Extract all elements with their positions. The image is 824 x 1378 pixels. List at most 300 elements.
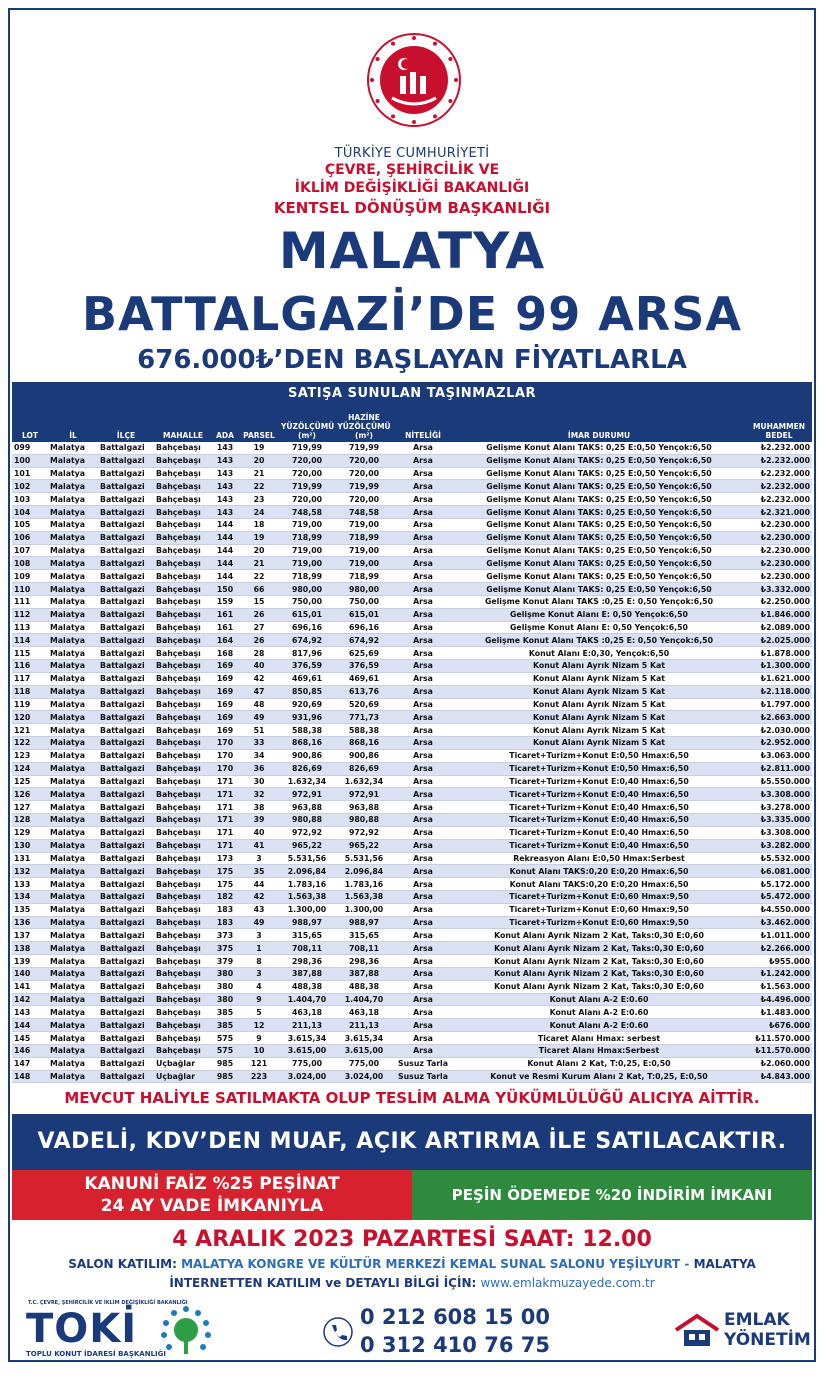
table-header-cell: HAZİNE YÜZÖLÇÜMÜ (m²)	[337, 413, 391, 440]
table-cell: Konut Alanı TAKS:0,20 E:0,20 Hmax:6,50	[452, 865, 746, 878]
table-cell: 719,00	[280, 557, 334, 570]
table-cell: Arsa	[394, 929, 452, 942]
table-row	[12, 788, 812, 801]
table-cell: 771,73	[334, 711, 394, 724]
table-cell: 175	[212, 878, 238, 891]
table-cell: 750,00	[334, 595, 394, 608]
table-cell: 24	[238, 506, 280, 519]
table-cell: 35	[238, 865, 280, 878]
table-cell: 719,99	[334, 442, 394, 454]
table-cell: 169	[212, 711, 238, 724]
table-header-row	[12, 406, 812, 442]
table-cell: 117	[12, 672, 48, 685]
ministry-line-4: KENTSEL DÖNÜŞÜM BAŞKANLIĞI	[273, 199, 551, 217]
table-row	[12, 955, 812, 968]
discount-box: PEŞİN ÖDEMEDE %20 İNDİRİM İMKANI	[412, 1170, 812, 1220]
poster	[8, 8, 816, 1362]
toki-subtitle: TOPLU KONUT İDARESİ BAŞKANLIĞI	[26, 1350, 166, 1358]
table-cell: 9	[238, 993, 280, 1006]
table-cell: Arsa	[394, 685, 452, 698]
table-cell: 720,00	[280, 493, 334, 506]
table-cell: Malatya	[48, 749, 98, 762]
table-cell: 972,92	[334, 826, 394, 839]
table-cell: ₺1.878.000	[746, 647, 812, 660]
table-cell: 122	[12, 737, 48, 750]
table-cell: Malatya	[48, 608, 98, 621]
table-cell: Battalgazi	[98, 942, 154, 955]
table-cell: Arsa	[394, 608, 452, 621]
table-row	[12, 1032, 812, 1045]
table-cell: Arsa	[394, 570, 452, 583]
table-cell: Arsa	[394, 878, 452, 891]
table-cell: 101	[12, 467, 48, 480]
table-cell: 613,76	[334, 685, 394, 698]
table-cell: 115	[12, 647, 48, 660]
table-cell: ₺5.532.000	[746, 852, 812, 865]
ministry-emblem-icon	[366, 32, 462, 128]
table-cell: 980,00	[280, 583, 334, 596]
table-row	[12, 698, 812, 711]
table-cell: Bahçebaşı	[154, 980, 212, 993]
table-cell: 182	[212, 890, 238, 903]
table-cell: ₺676.000	[746, 1019, 812, 1032]
table-cell: 2.096,84	[280, 865, 334, 878]
table-cell: Malatya	[48, 865, 98, 878]
table-cell: 143	[12, 1006, 48, 1019]
table-cell: Battalgazi	[98, 993, 154, 1006]
table-cell: Malatya	[48, 1019, 98, 1032]
table-cell: ₺1.621.000	[746, 672, 812, 685]
table-cell: Arsa	[394, 647, 452, 660]
table-cell: 171	[212, 839, 238, 852]
table-cell: Bahçebaşı	[154, 467, 212, 480]
table-cell: 102	[12, 480, 48, 493]
table-cell: 129	[12, 826, 48, 839]
table-cell: Battalgazi	[98, 1070, 154, 1083]
table-header-cell: İLÇE	[116, 431, 136, 440]
table-cell: ₺4.843.000	[746, 1070, 812, 1083]
table-cell: 1.563,38	[334, 890, 394, 903]
table-cell: 44	[238, 878, 280, 891]
table-cell: Battalgazi	[98, 724, 154, 737]
table-cell: Bahçebaşı	[154, 454, 212, 467]
table-cell: 150	[212, 583, 238, 596]
table-row	[12, 1044, 812, 1057]
table-cell: Bahçebaşı	[154, 801, 212, 814]
table-cell: 3.615,34	[334, 1032, 394, 1045]
table-cell: 965,22	[280, 839, 334, 852]
table-cell: Malatya	[48, 531, 98, 544]
table-row	[12, 724, 812, 737]
table-cell: Bahçebaşı	[154, 775, 212, 788]
table-cell: Arsa	[394, 955, 452, 968]
table-cell: Malatya	[48, 1044, 98, 1057]
table-cell: Arsa	[394, 544, 452, 557]
table-cell: 18	[238, 518, 280, 531]
table-cell: ₺5.172.000	[746, 878, 812, 891]
table-row	[12, 1006, 812, 1019]
table-cell: Rekreasyon Alanı E:0,50 Hmax:Serbest	[452, 852, 746, 865]
table-cell: Battalgazi	[98, 698, 154, 711]
table-cell: Battalgazi	[98, 518, 154, 531]
table-cell: 48	[238, 698, 280, 711]
table-cell: Ticaret+Turizm+Konut E:0,50 Hmax:6,50	[452, 762, 746, 775]
ministry-line-3: İKLİM DEĞİŞİKLİĞİ BAKANLIĞI	[294, 180, 530, 196]
table-cell: 1.632,34	[334, 775, 394, 788]
table-cell: 51	[238, 724, 280, 737]
table-cell: 39	[238, 814, 280, 827]
table-cell: 108	[12, 557, 48, 570]
table-cell: Bahçebaşı	[154, 955, 212, 968]
table-cell: 110	[12, 583, 48, 596]
table-row	[12, 839, 812, 852]
table-cell: ₺2.232.000	[746, 454, 812, 467]
headline-main: BATTALGAZİ’DE 99 ARSA	[82, 287, 742, 341]
table-cell: 720,00	[334, 454, 394, 467]
table-cell: 164	[212, 634, 238, 647]
table-cell: Arsa	[394, 583, 452, 596]
table-cell: 380	[212, 967, 238, 980]
table-cell: 988,97	[334, 916, 394, 929]
table-cell: ₺2.811.000	[746, 762, 812, 775]
table-cell: Gelişme Konut Alanı TAKS: 0,25 E:0,50 Yençok:6,50	[452, 518, 746, 531]
table-cell: 144	[212, 570, 238, 583]
table-cell: 972,91	[334, 788, 394, 801]
table-cell: ₺2.321.000	[746, 506, 812, 519]
table-cell: 144	[212, 531, 238, 544]
internet-url[interactable]: www.emlakmuzayede.com.tr	[480, 1276, 655, 1290]
table-row	[12, 583, 812, 596]
table-cell: 49	[238, 916, 280, 929]
emlak-text-2: YÖNETİM	[724, 1330, 811, 1350]
table-row	[12, 890, 812, 903]
table-cell: Arsa	[394, 634, 452, 647]
table-cell: Battalgazi	[98, 852, 154, 865]
table-cell: 376,59	[280, 660, 334, 673]
table-cell: 169	[212, 685, 238, 698]
table-row	[12, 685, 812, 698]
table-cell: Bahçebaşı	[154, 634, 212, 647]
table-cell: Bahçebaşı	[154, 814, 212, 827]
table-header-cell: YÜZÖLÇÜMÜ (m²)	[281, 422, 335, 440]
table-header-cell: İL	[69, 431, 77, 440]
table-cell: 143	[212, 493, 238, 506]
table-cell: ₺3.462.000	[746, 916, 812, 929]
table-cell: Gelişme Konut Alanı TAKS: 0,25 E:0,50 Yençok:6,50	[452, 557, 746, 570]
table-row	[12, 749, 812, 762]
table-cell: 1.783,16	[334, 878, 394, 891]
table-cell: Battalgazi	[98, 493, 154, 506]
table-cell: ₺3.308.000	[746, 826, 812, 839]
table-cell: 972,92	[280, 826, 334, 839]
table-cell: 171	[212, 826, 238, 839]
table-row	[12, 993, 812, 1006]
table-cell: Arsa	[394, 1044, 452, 1057]
table-cell: 3.615,34	[280, 1032, 334, 1045]
table-cell: Bahçebaşı	[154, 595, 212, 608]
table-cell: Battalgazi	[98, 480, 154, 493]
table-cell: 128	[12, 814, 48, 827]
table-cell: 5	[238, 1006, 280, 1019]
table-cell: 145	[12, 1032, 48, 1045]
table-cell: 575	[212, 1032, 238, 1045]
table-cell: 719,00	[280, 518, 334, 531]
table-cell: ₺1.242.000	[746, 967, 812, 980]
table-cell: Battalgazi	[98, 608, 154, 621]
table-cell: ₺2.232.000	[746, 480, 812, 493]
table-cell: 125	[12, 775, 48, 788]
table-cell: 972,91	[280, 788, 334, 801]
table-cell: 138	[12, 942, 48, 955]
table-cell: Arsa	[394, 903, 452, 916]
table-cell: 120	[12, 711, 48, 724]
table-cell: Battalgazi	[98, 634, 154, 647]
table-cell: Bahçebaşı	[154, 737, 212, 750]
table-cell: Malatya	[48, 852, 98, 865]
table-cell: 118	[12, 685, 48, 698]
table-cell: 965,22	[334, 839, 394, 852]
table-cell: 718,99	[280, 570, 334, 583]
table-cell: Gelişme Konut Alanı TAKS :0,25 E: 0,50 Yençok:6,50	[452, 634, 746, 647]
table-cell: 963,88	[280, 801, 334, 814]
table-row	[12, 634, 812, 647]
table-cell: 900,86	[280, 749, 334, 762]
table-cell: ₺2.030.000	[746, 724, 812, 737]
table-cell: Gelişme Konut Alanı TAKS: 0,25 E:0,50 Yençok:6,50	[452, 493, 746, 506]
salon-value: MALATYA KONGRE VE KÜLTÜR MERKEZİ KEMAL SUNAL SALONU YEŞİLYURT -	[181, 1257, 690, 1271]
table-row	[12, 762, 812, 775]
table-cell: 8	[238, 955, 280, 968]
table-cell: Battalgazi	[98, 955, 154, 968]
table-cell: 719,00	[280, 544, 334, 557]
table-cell: ₺2.232.000	[746, 493, 812, 506]
table-cell: ₺6.081.000	[746, 865, 812, 878]
table-cell: ₺2.060.000	[746, 1057, 812, 1070]
installment-line-2: 24 AY VADE İMKANIYLA	[100, 1196, 324, 1216]
table-cell: Malatya	[48, 775, 98, 788]
table-cell: Arsa	[394, 454, 452, 467]
table-row	[12, 557, 812, 570]
table-cell: 385	[212, 1019, 238, 1032]
table-cell: 119	[12, 698, 48, 711]
table-cell: 900,86	[334, 749, 394, 762]
table-cell: 488,38	[334, 980, 394, 993]
table-cell: 134	[12, 890, 48, 903]
table-cell: 298,36	[280, 955, 334, 968]
table-row	[12, 942, 812, 955]
table-cell: 141	[12, 980, 48, 993]
table-cell: Bahçebaşı	[154, 583, 212, 596]
table-row	[12, 1019, 812, 1032]
table-row	[12, 608, 812, 621]
table-cell: 625,69	[334, 647, 394, 660]
table-cell: 12	[238, 1019, 280, 1032]
table-cell: Ticaret+Turizm+Konut E:0,50 Hmax:6,50	[452, 749, 746, 762]
table-cell: ₺3.063.000	[746, 749, 812, 762]
table-cell: Bahçebaşı	[154, 621, 212, 634]
table-cell: Battalgazi	[98, 967, 154, 980]
table-cell: ₺11.570.000	[746, 1044, 812, 1057]
table-cell: Malatya	[48, 801, 98, 814]
table-cell: Konut Alanı Ayrık Nizam 5 Kat	[452, 660, 746, 673]
table-body	[12, 442, 812, 1083]
table-cell: Gelişme Konut Alanı E: 0,50 Yençok:6,50	[452, 621, 746, 634]
table-cell: ₺3.308.000	[746, 788, 812, 801]
table-cell: 868,16	[334, 737, 394, 750]
table-cell: 144	[12, 1019, 48, 1032]
table-cell: 169	[212, 698, 238, 711]
salon-label: SALON KATILIM:	[68, 1257, 177, 1271]
table-cell: 720,00	[280, 467, 334, 480]
table-cell: Gelişme Konut Alanı TAKS :0,25 E: 0,50 Yençok:6,50	[452, 595, 746, 608]
table-cell: ₺2.250.000	[746, 595, 812, 608]
table-cell: Battalgazi	[98, 621, 154, 634]
table-cell: ₺2.230.000	[746, 557, 812, 570]
table-cell: 66	[238, 583, 280, 596]
phone-number-1[interactable]: 0 212 608 15 00	[360, 1305, 550, 1329]
table-cell: 719,99	[334, 480, 394, 493]
table-cell: 20	[238, 454, 280, 467]
table-cell: 171	[212, 814, 238, 827]
table-cell: Malatya	[48, 788, 98, 801]
toki-tree-icon	[158, 1304, 214, 1360]
table-row	[12, 531, 812, 544]
table-cell: 168	[212, 647, 238, 660]
table-cell: 23	[238, 493, 280, 506]
table-cell: Bahçebaşı	[154, 967, 212, 980]
table-cell: Bahçebaşı	[154, 480, 212, 493]
table-cell: Malatya	[48, 762, 98, 775]
table-cell: 1.404,70	[280, 993, 334, 1006]
table-cell: 3	[238, 852, 280, 865]
table-cell: Bahçebaşı	[154, 544, 212, 557]
table-cell: 980,88	[280, 814, 334, 827]
table-cell: Konut ve Resmi Kurum Alanı 2 Kat, T:0,25, E:0,50	[452, 1070, 746, 1083]
headline-price: 676.000₺’DEN BAŞLAYAN FİYATLARLA	[137, 345, 687, 375]
table-cell: Arsa	[394, 801, 452, 814]
table-row	[12, 865, 812, 878]
table-cell: ₺2.232.000	[746, 442, 812, 454]
table-cell: Arsa	[394, 762, 452, 775]
table-cell: Konut Alanı 2 Kat, T:0,25, E:0,50	[452, 1057, 746, 1070]
table-cell: 696,16	[280, 621, 334, 634]
table-cell: Malatya	[48, 839, 98, 852]
table-cell: 111	[12, 595, 48, 608]
table-cell: 123	[12, 749, 48, 762]
table-row	[12, 595, 812, 608]
table-cell: Malatya	[48, 480, 98, 493]
table-cell: Battalgazi	[98, 454, 154, 467]
table-cell: 575	[212, 1044, 238, 1057]
table-cell: Ticaret+Turizm+Konut E:0,40 Hmax:6,50	[452, 788, 746, 801]
table-cell: 980,88	[334, 814, 394, 827]
table-cell: 147	[12, 1057, 48, 1070]
phone-number-2[interactable]: 0 312 410 76 75	[360, 1333, 550, 1357]
table-cell: 2.096,84	[334, 865, 394, 878]
table-cell: ₺2.118.000	[746, 685, 812, 698]
table-cell: Arsa	[394, 852, 452, 865]
table-cell: Battalgazi	[98, 1006, 154, 1019]
table-cell: 112	[12, 608, 48, 621]
table-cell: 42	[238, 890, 280, 903]
table-cell: Bahçebaşı	[154, 929, 212, 942]
table-cell: 298,36	[334, 955, 394, 968]
table-cell: 169	[212, 724, 238, 737]
table-cell: Battalgazi	[98, 531, 154, 544]
table-cell: 21	[238, 557, 280, 570]
table-cell: 30	[238, 775, 280, 788]
table-cell: ₺2.230.000	[746, 544, 812, 557]
table-cell: 132	[12, 865, 48, 878]
table-cell: Bahçebaşı	[154, 506, 212, 519]
table-cell: Konut Alanı Ayrık Nizam 5 Kat	[452, 698, 746, 711]
table-cell: 139	[12, 955, 48, 968]
table-cell: Bahçebaşı	[154, 942, 212, 955]
table-cell: 931,96	[280, 711, 334, 724]
table-cell: Malatya	[48, 454, 98, 467]
table-cell: 985	[212, 1057, 238, 1070]
phone-icon	[322, 1316, 354, 1348]
table-row	[12, 826, 812, 839]
table-cell: Battalgazi	[98, 672, 154, 685]
table-row	[12, 672, 812, 685]
table-cell: Malatya	[48, 916, 98, 929]
table-cell: Battalgazi	[98, 595, 154, 608]
table-cell: Arsa	[394, 493, 452, 506]
table-cell: 850,85	[280, 685, 334, 698]
table-cell: 103	[12, 493, 48, 506]
table-cell: 19	[238, 531, 280, 544]
table-cell: 615,01	[280, 608, 334, 621]
table-row	[12, 506, 812, 519]
table-cell: ₺2.230.000	[746, 570, 812, 583]
table-row	[12, 711, 812, 724]
table-cell: Malatya	[48, 672, 98, 685]
table-cell: Konut Alanı Ayrık Nizam 5 Kat	[452, 685, 746, 698]
table-cell: 988,97	[280, 916, 334, 929]
table-cell: Ticaret+Turizm+Konut E:0,40 Hmax:6,50	[452, 775, 746, 788]
table-cell: Bahçebaşı	[154, 685, 212, 698]
table-cell: Malatya	[48, 942, 98, 955]
table-header-cell: ADA	[216, 431, 234, 440]
table-cell: ₺2.025.000	[746, 634, 812, 647]
table-cell: Arsa	[394, 1019, 452, 1032]
table-cell: 719,00	[334, 557, 394, 570]
footer	[12, 1298, 812, 1360]
table-row	[12, 852, 812, 865]
table-cell: Ticaret Alanı Hmax: serbest	[452, 1032, 746, 1045]
table-cell: 127	[12, 801, 48, 814]
table-cell: 148	[12, 1070, 48, 1083]
table-cell: Battalgazi	[98, 1044, 154, 1057]
table-cell: Ticaret+Turizm+Konut E:0,40 Hmax:6,50	[452, 801, 746, 814]
table-cell: Battalgazi	[98, 762, 154, 775]
table-row	[12, 1070, 812, 1083]
table-cell: 107	[12, 544, 48, 557]
table-cell: Battalgazi	[98, 1032, 154, 1045]
table-cell: 3	[238, 967, 280, 980]
table-cell: Malatya	[48, 570, 98, 583]
table-cell: 775,00	[334, 1057, 394, 1070]
table-cell: Gelişme Konut Alanı TAKS: 0,25 E:0,50 Yençok:6,50	[452, 467, 746, 480]
table-cell: ₺2.089.000	[746, 621, 812, 634]
table-cell: 211,13	[334, 1019, 394, 1032]
table-cell: Malatya	[48, 890, 98, 903]
table-cell: 159	[212, 595, 238, 608]
table-cell: 719,99	[280, 442, 334, 454]
table-cell: 169	[212, 672, 238, 685]
table-cell: 1.632,34	[280, 775, 334, 788]
